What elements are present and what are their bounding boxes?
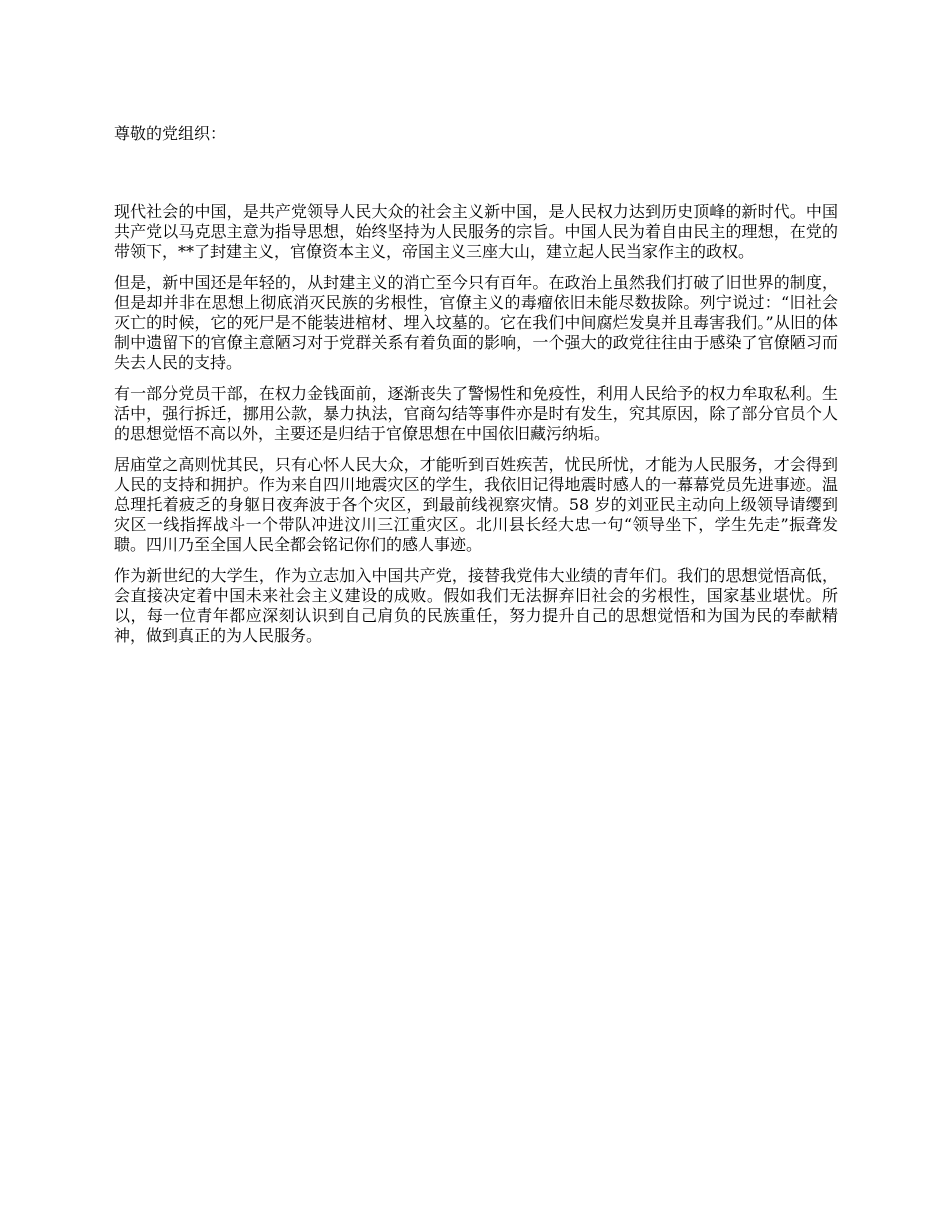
- paragraph-1: 现代社会的中国，是共产党领导人民大众的社会主义新中国，是人民权力达到历史顶峰的新时代。中国共产党以马克思主意为指导思想，始终坚持为人民服务的宗旨。中国人民为着自由民主的理想，在党的带领下，**了封建主义，官僚资本主义，帝国主义三座大山，建立起人民当家作主的政权。: [114, 202, 838, 261]
- paragraph-5: 作为新世纪的大学生，作为立志加入中国共产党，接替我党伟大业绩的青年们。我们的思想觉悟高低，会直接决定着中国未来社会主义建设的成败。假如我们无法摒弃旧社会的劣根性，国家基业堪忧。所以，每一位青年都应深刻认识到自己肩负的民族重任，努力提升自己的思想觉悟和为国为民的奉献精神，做到真正的为人民服务。: [114, 566, 838, 645]
- document-body: [114, 124, 838, 657]
- salutation: 尊敬的党组织：: [114, 124, 227, 143]
- paragraph-4: 居庙堂之高则忧其民，只有心怀人民大众，才能听到百姓疾苦，忧民所忧，才能为人民服务，才会得到人民的支持和拥护。作为来自四川地震灾区的学生，我依旧记得地震时感人的一幕幕党员先进事迹。温总理托着疲乏的身躯日夜奔波于各个灾区，到最前线视察灾情。58 岁的刘亚民主动向上级领导请缨到灾区一线指挥战斗一个带队冲进汶川三江重灾区。北川县长经大忠一句“领导坐下，学生先走”振聋发聩。四川乃至全国人民全都会铭记你们的感人事迹。: [114, 455, 838, 554]
- paragraph-3: 有一部分党员干部，在权力金钱面前，逐渐丧失了警惕性和免疫性，利用人民给予的权力牟取私利。生活中，强行拆迁，挪用公款，暴力执法，官商勾结等事件亦是时有发生，究其原因，除了部分官员个人的思想觉悟不高以外，主要还是归结于官僚思想在中国依旧藏污纳垢。: [114, 384, 838, 443]
- paragraph-2: 但是，新中国还是年轻的，从封建主义的消亡至今只有百年。在政治上虽然我们打破了旧世界的制度，但是却并非在思想上彻底消灭民族的劣根性，官僚主义的毒瘤依旧未能尽数拔除。列宁说过：“旧社会灭亡的时候，它的死尸是不能装进棺材、埋入坟墓的。它在我们中间腐烂发臭并且毒害我们。”从旧的体制中遗留下的官僚主意陋习对于党群关系有着负面的影响，一个强大的政党往往由于感染了官僚陋习而失去人民的支持。: [114, 273, 838, 372]
